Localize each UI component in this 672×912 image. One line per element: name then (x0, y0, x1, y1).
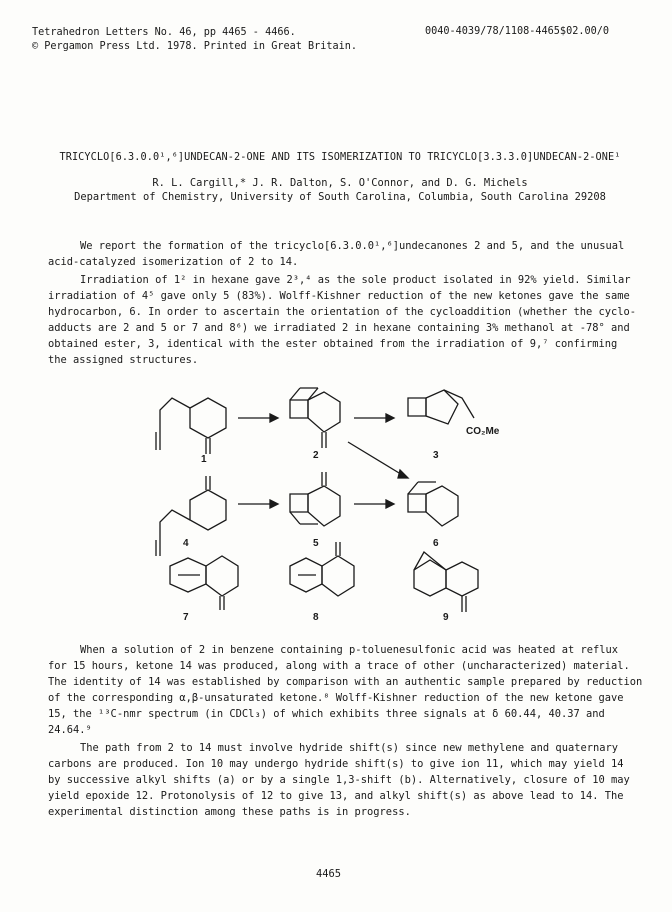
structure-1 (156, 398, 226, 454)
arrow-head (270, 414, 278, 422)
text-line: Irradiation of 1² in hexane gave 2³,⁴ as the sole product isolated in 92% yield. Similar (80, 274, 631, 286)
ester-group-label: CO₂Me (466, 426, 500, 437)
compound-label: 3 (433, 450, 439, 461)
structure-6 (408, 482, 458, 526)
text-line: 24.64.⁹ (48, 724, 92, 736)
compound-label: 1 (201, 454, 207, 465)
text-line: irradiation of 4⁵ gave only 5 (83%). Wolff-Kishner reduction of the new ketones gave the same (48, 290, 630, 302)
text-line: adducts are 2 and 5 or 7 and 8⁶) we irradiated 2 in hexane containing 3% methanol at -78° and (48, 322, 630, 334)
text-line: yield epoxide 12. Protonolysis of 12 to give 13, and alkyl shift(s) as above lead to 14. The (48, 790, 624, 802)
arrow-head (270, 500, 278, 508)
text-line: We report the formation of the tricyclo[6.3.0.0¹,⁶]undecanones 2 and 5, and the unusual (80, 240, 625, 252)
reaction-arrow (348, 442, 404, 476)
text-line: carbons are produced. Ion 10 may undergo hydride shift(s) to give ion 11, which may yield 14 (48, 758, 624, 770)
text-line: hydrocarbon, 6. In order to ascertain the orientation of the cycloaddition (whether the cyclo- (48, 306, 637, 318)
page-number: 4465 (316, 868, 342, 880)
structure-3 (408, 390, 474, 424)
compound-label: 7 (183, 612, 189, 623)
article-title: TRICYCLO[6.3.0.0¹,⁶]UNDECAN-2-ONE AND ITS ISOMERIZATION TO TRICYCLO[3.3.3.0]UNDECAN-2-ONE¹ (59, 152, 621, 163)
compound-label: 8 (313, 612, 319, 623)
text-line: When a solution of 2 in benzene containing p-toluenesulfonic acid was heated at reflux (80, 644, 618, 656)
text-line: 15, the ¹³C-nmr spectrum (in CDCl₃) of which exhibits three signals at δ 60.44, 40.37 and (48, 708, 605, 720)
press-line: © Pergamon Press Ltd. 1978. Printed in Great Britain. (32, 41, 358, 52)
text-line: the assigned structures. (48, 354, 199, 366)
text-line: of the corresponding α,β-unsaturated ketone.⁸ Wolff-Kishner reduction of the new ketone gave (48, 692, 624, 704)
compound-label: 5 (313, 538, 319, 549)
structure-4 (156, 476, 226, 556)
text-line: acid-catalyzed isomerization of 2 to 14. (48, 256, 299, 268)
authors: R. L. Cargill,* J. R. Dalton, S. O'Connor, and D. G. Michels (152, 177, 528, 189)
arrow-head (386, 500, 394, 508)
text-line: The path from 2 to 14 must involve hydride shift(s) since new methylene and quaternary (80, 742, 618, 754)
arrow-head (386, 414, 394, 422)
isomerization-paragraph (48, 642, 643, 738)
structure-2 (290, 388, 340, 448)
structure-9 (414, 552, 478, 612)
text-line: obtained ester, 3, identical with the ester obtained from the irradiation of 9,⁷ confirming (48, 338, 618, 350)
structure-7 (170, 556, 238, 610)
journal-line: Tetrahedron Letters No. 46, pp 4465 - 4466. (32, 27, 296, 38)
text-line: The identity of 14 was established by comparison with an authentic sample prepared by reduction (48, 676, 643, 688)
article-code: 0040-4039/78/1108-4465$02.00/0 (425, 26, 610, 37)
compound-label: 4 (183, 538, 189, 549)
structure-5 (290, 472, 340, 526)
text-line: experimental distinction among these paths is in progress. (48, 806, 411, 818)
compound-label: 9 (443, 612, 449, 623)
affiliation: Department of Chemistry, University of South Carolina, Columbia, South Carolina 29208 (74, 191, 606, 203)
text-line: by successive alkyl shifts (a) or by a single 1,3-shift (b). Alternatively, closure of 10 may (48, 774, 630, 786)
text-line: for 15 hours, ketone 14 was produced, along with a trace of other (uncharacterized) material. (48, 660, 630, 672)
mechanism-paragraph (48, 740, 628, 820)
structure-8 (290, 542, 354, 596)
compound-label: 2 (313, 450, 319, 461)
compound-label: 6 (433, 538, 439, 549)
arrow-head (398, 470, 408, 478)
